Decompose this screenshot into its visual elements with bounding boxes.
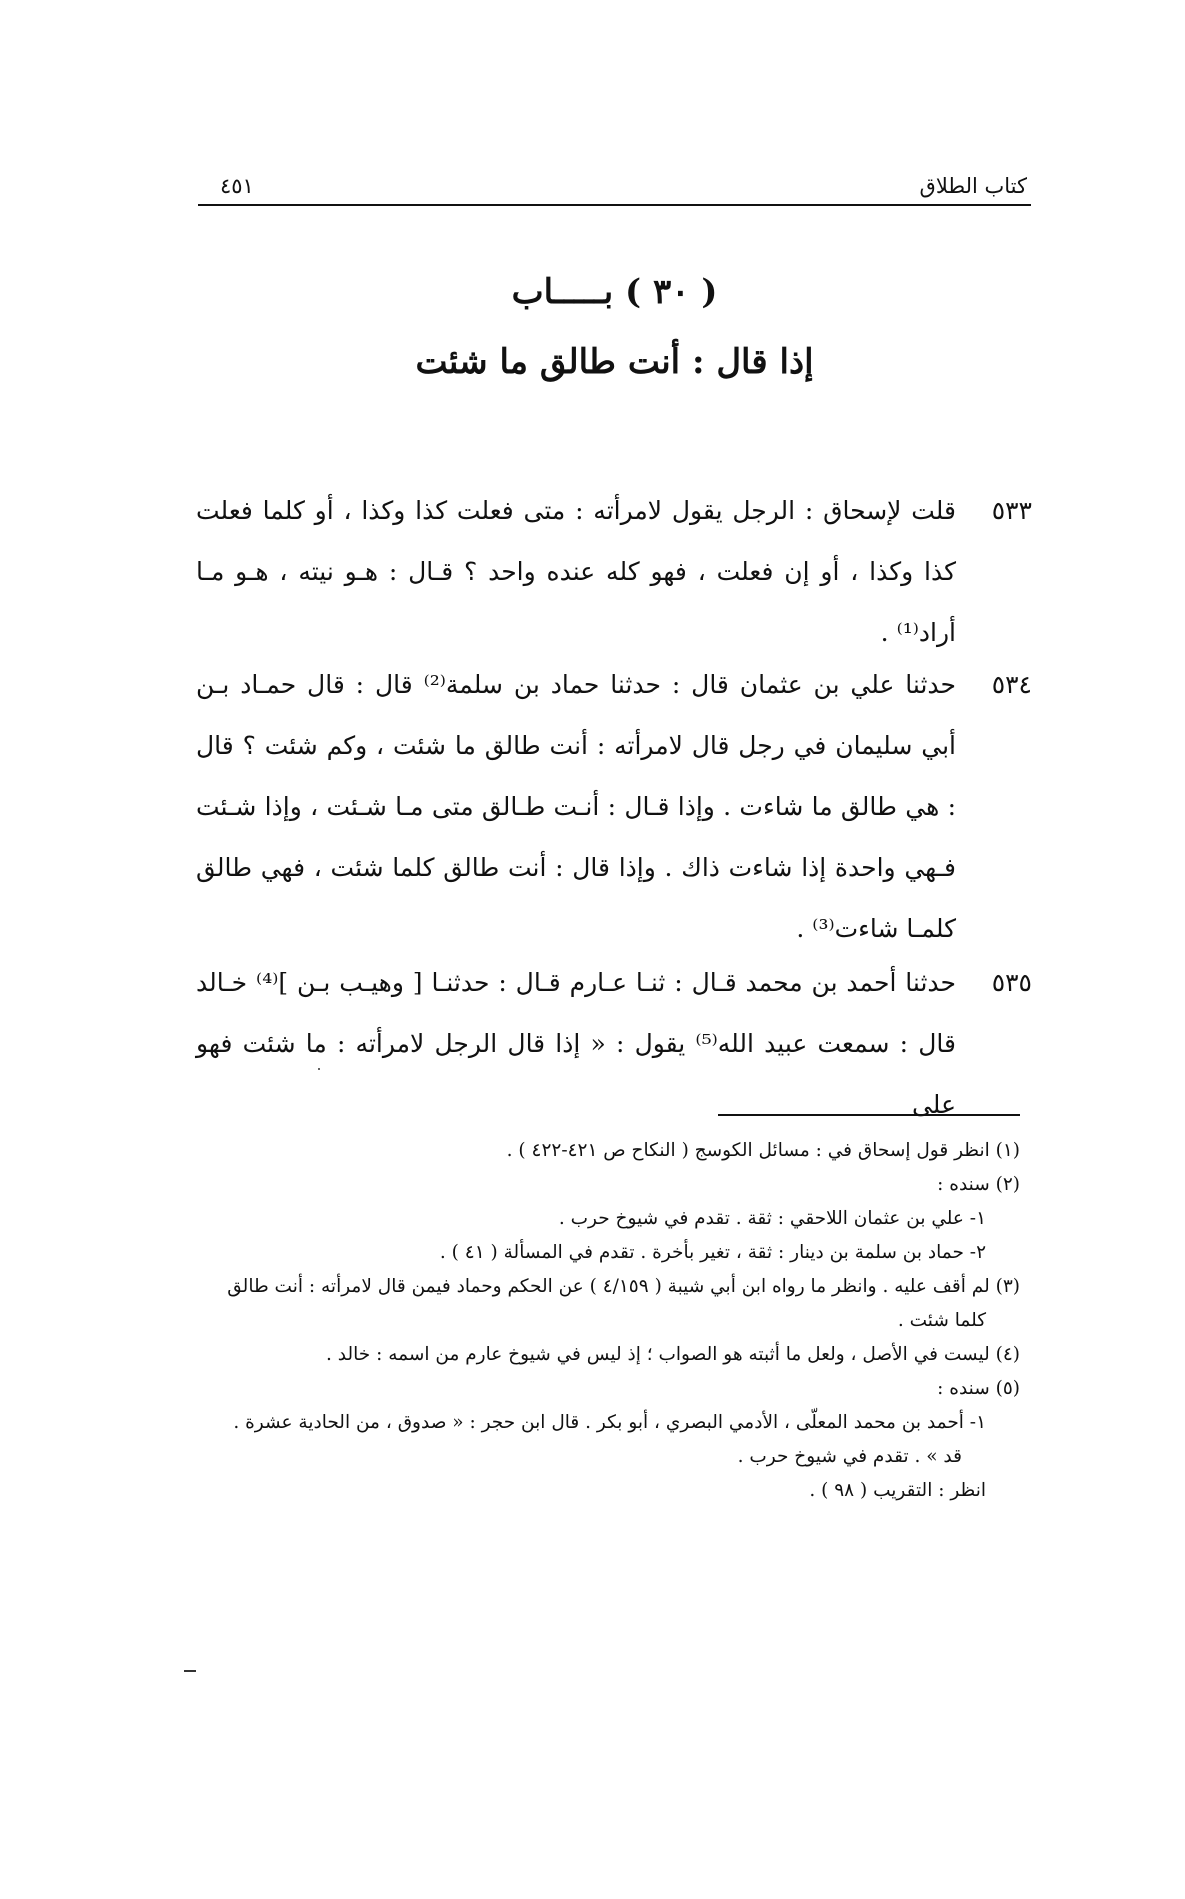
chapter-title: إذا قال : أنت طالق ما شئت: [415, 342, 814, 382]
running-header: [198, 170, 1031, 206]
hadith-535: [196, 952, 1032, 1135]
page-number: ٤٥١: [220, 174, 254, 198]
hadith-number: ٥٣٣: [991, 496, 1032, 525]
hadith-text: قلت لإسحاق : الرجل يقول لامرأته : متى فعلت كذا وكذا ، أو كلما فعلت كذا وكذا ، أو إن فعلت ، فهو كله عنده واحد ؟ قـال : هـو نيته ، هـو مـا أراد⁽¹⁾ .: [196, 496, 956, 647]
footnote-3: (٣) لم أقف عليه . وانظر ما رواه ابن أبي شيبة ( ٤/١٥٩ ) عن الحكم وحماد فيمن قال لامرأته : أنت طالق: [227, 1276, 1020, 1297]
hadith-number: ٥٣٥: [991, 968, 1032, 997]
hadith-text: حدثنا أحمد بن محمد قـال : ثنـا عـارم قـال : حدثنـا [ وهيـب بـن ]⁽⁴⁾ خـالد قال : سمعت عبيد الله⁽⁵⁾ يقول : « إذا قال الرجل لامرأته : ما شئت فهو على: [196, 968, 957, 1119]
footnote-2: (٢) سنده :: [937, 1174, 1020, 1195]
scan-speck: [318, 1068, 320, 1070]
footnote-3-continued: كلما شئت .: [897, 1310, 986, 1331]
footnote-5-reference: انظر : التقريب ( ٩٨ ) .: [809, 1480, 986, 1501]
footnote-2-item-1: ١- علي بن عثمان اللاحقي : ثقة . تقدم في شيوخ حرب .: [558, 1208, 986, 1229]
footnote-4: (٤) ليست في الأصل ، ولعل ما أثبته هو الصواب ؛ إذ ليس في شيوخ عارم من اسمه : خالد .: [326, 1344, 1020, 1365]
hadith-534: [196, 654, 1032, 959]
footnotes: [190, 1134, 1020, 1508]
footnote-2-item-2: ٢- حماد بن سلمة بن دينار : ثقة ، تغير بأخرة . تقدم في المسألة ( ٤١ ) .: [439, 1242, 986, 1263]
footnote-separator: [718, 1114, 1020, 1116]
footnote-5-item-1: ١- أحمد بن محمد المعلّى ، الأدمي البصري ، أبو بكر . قال ابن حجر : « صدوق ، من الحادية عشرة .: [233, 1412, 986, 1433]
footnote-1: (١) انظر قول إسحاق في : مسائل الكوسج ( النكاح ص ٤٢١-٤٢٢ ) .: [506, 1140, 1020, 1161]
margin-mark: [184, 1670, 196, 1672]
hadith-text: حدثنا علي بن عثمان قال : حدثنا حماد بن سلمة⁽²⁾ قال : قال حمـاد بـن أبي سليمان في رجل قال لامرأته : أنت طالق ما شئت ، وكم شئت ؟ قال : هي طالق ما شاءت . وإذا قـال : أنـت طـالق متى مـا شـئت ، وإذا شـئت فـهي واحدة إذا شاءت ذاك . وإذا قال : أنت طالق كلما شئت ، فهي طالق كلمـا شاءت⁽³⁾ .: [196, 670, 957, 943]
running-title: كتاب الطلاق: [919, 174, 1027, 198]
hadith-533: [196, 480, 1032, 663]
chapter-number: ( ٣٠ ) بـــــاب: [511, 272, 718, 312]
hadith-number: ٥٣٤: [991, 670, 1032, 699]
footnote-5-item-1-continued: قد » . تقدم في شيوخ حرب .: [737, 1446, 962, 1467]
footnote-5: (٥) سنده :: [937, 1378, 1020, 1399]
